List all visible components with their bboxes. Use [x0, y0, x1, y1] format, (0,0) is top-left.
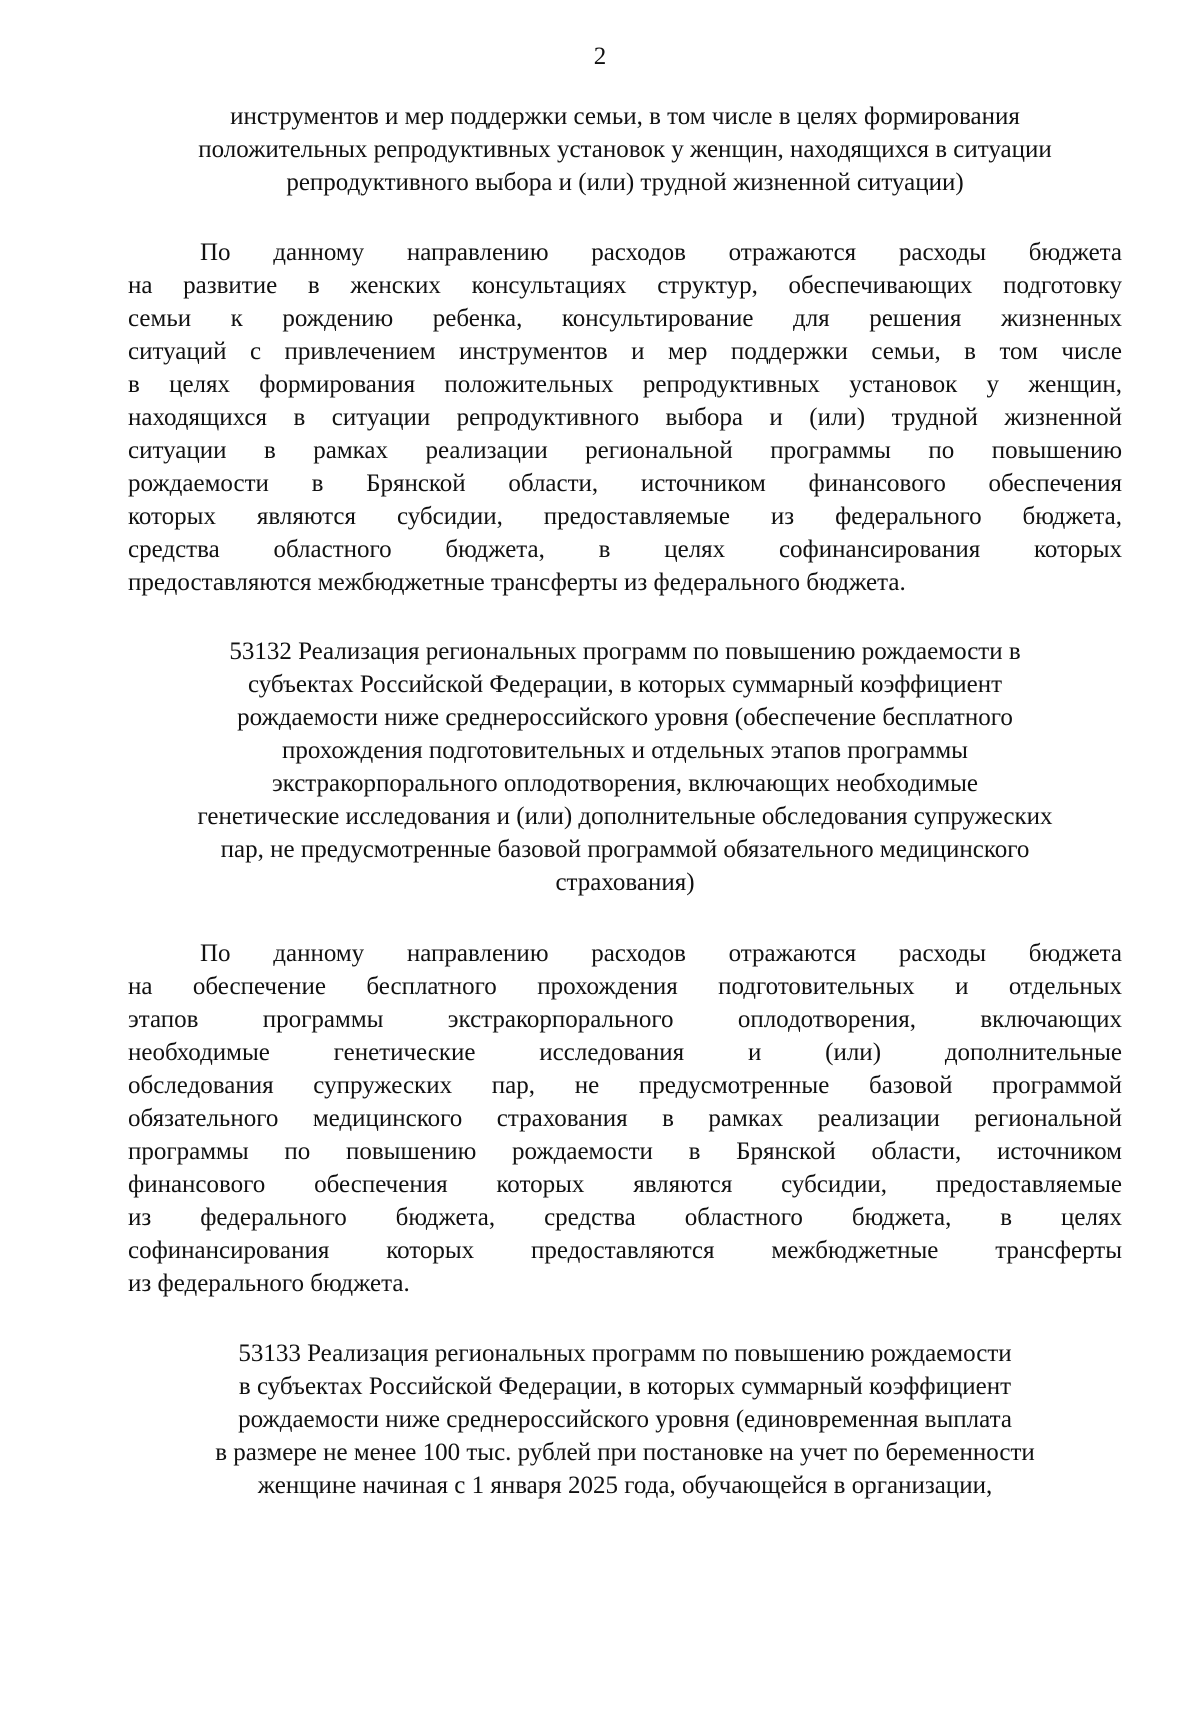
heading-line: генетические исследования и (или) дополнительные обследования супружеских	[197, 803, 1053, 830]
paragraph-line: По данному направлению расходов отражаются расходы бюджета	[200, 239, 1122, 266]
heading-line: экстракорпорального оплодотворения, включающих необходимые	[271, 770, 979, 797]
paragraph-line: на обеспечение бесплатного прохождения подготовительных и отдельных	[128, 973, 1122, 1000]
paragraph-line: в целях формирования положительных репродуктивных установок у женщин,	[128, 371, 1122, 398]
paragraph-line: По данному направлению расходов отражаются расходы бюджета	[200, 940, 1122, 967]
paragraph-line: обследования супружеских пар, не предусмотренные базовой программой	[128, 1072, 1122, 1099]
paragraph-line: ситуаций с привлечением инструментов и мер поддержки семьи, в том числе	[128, 338, 1122, 365]
heading-line: субъектах Российской Федерации, в которых суммарный коэффициент	[247, 671, 1003, 698]
paragraph-2	[128, 937, 1122, 1300]
section-heading-53133	[128, 1337, 1122, 1502]
paragraph-line: рождаемости в Брянской области, источником финансового обеспечения	[128, 470, 1122, 497]
paragraph-line: обязательного медицинского страхования в рамках реализации региональной	[128, 1105, 1122, 1132]
paragraph-line: средства областного бюджета, в целях софинансирования которых	[128, 536, 1122, 563]
paragraph-line: которых являются субсидии, предоставляемые из федерального бюджета,	[128, 503, 1122, 530]
heading-line: женщине начиная с 1 января 2025 года, обучающейся в организации,	[257, 1472, 993, 1499]
heading-line: рождаемости ниже среднероссийского уровня (обеспечение бесплатного	[237, 704, 1013, 731]
heading-line: 53132 Реализация региональных программ по повышению рождаемости в	[229, 638, 1021, 665]
section-heading-continued	[128, 100, 1122, 199]
heading-line: пар, не предусмотренные базовой программой обязательного медицинского	[220, 836, 1030, 863]
paragraph-line: финансового обеспечения которых являются субсидии, предоставляемые	[128, 1171, 1122, 1198]
paragraph-line: программы по повышению рождаемости в Брянской области, источником	[128, 1138, 1122, 1165]
paragraph-line: этапов программы экстракорпорального оплодотворения, включающих	[128, 1006, 1122, 1033]
paragraph-line: из федерального бюджета.	[128, 1270, 410, 1297]
heading-line: страхования)	[555, 869, 695, 896]
paragraph-line: семьи к рождению ребенка, консультирование для решения жизненных	[128, 305, 1122, 332]
heading-line: прохождения подготовительных и отдельных этапов программы	[282, 737, 968, 764]
section-heading-53132	[128, 635, 1122, 899]
paragraph-1	[128, 236, 1122, 599]
paragraph-line: на развитие в женских консультациях структур, обеспечивающих подготовку	[128, 272, 1122, 299]
heading-line: положительных репродуктивных установок у женщин, находящихся в ситуации	[198, 136, 1052, 163]
heading-line: репродуктивного выбора и (или) трудной жизненной ситуации)	[286, 169, 964, 196]
paragraph-line: предоставляются межбюджетные трансферты из федерального бюджета.	[128, 569, 906, 596]
heading-line: рождаемости ниже среднероссийского уровня (единовременная выплата	[238, 1406, 1012, 1433]
heading-line: 53133 Реализация региональных программ по повышению рождаемости	[238, 1340, 1012, 1367]
paragraph-line: находящихся в ситуации репродуктивного выбора и (или) трудной жизненной	[128, 404, 1122, 431]
heading-line: в субъектах Российской Федерации, в которых суммарный коэффициент	[238, 1373, 1012, 1400]
page-number: 2	[593, 43, 607, 70]
paragraph-line: софинансирования которых предоставляются межбюджетные трансферты	[128, 1237, 1122, 1264]
heading-line: инструментов и мер поддержки семьи, в том числе в целях формирования	[230, 103, 1020, 130]
paragraph-line: из федерального бюджета, средства областного бюджета, в целях	[128, 1204, 1122, 1231]
heading-line: в размере не менее 100 тыс. рублей при постановке на учет по беременности	[215, 1439, 1035, 1466]
paragraph-line: необходимые генетические исследования и (или) дополнительные	[128, 1039, 1122, 1066]
paragraph-line: ситуации в рамках реализации региональной программы по повышению	[128, 437, 1122, 464]
